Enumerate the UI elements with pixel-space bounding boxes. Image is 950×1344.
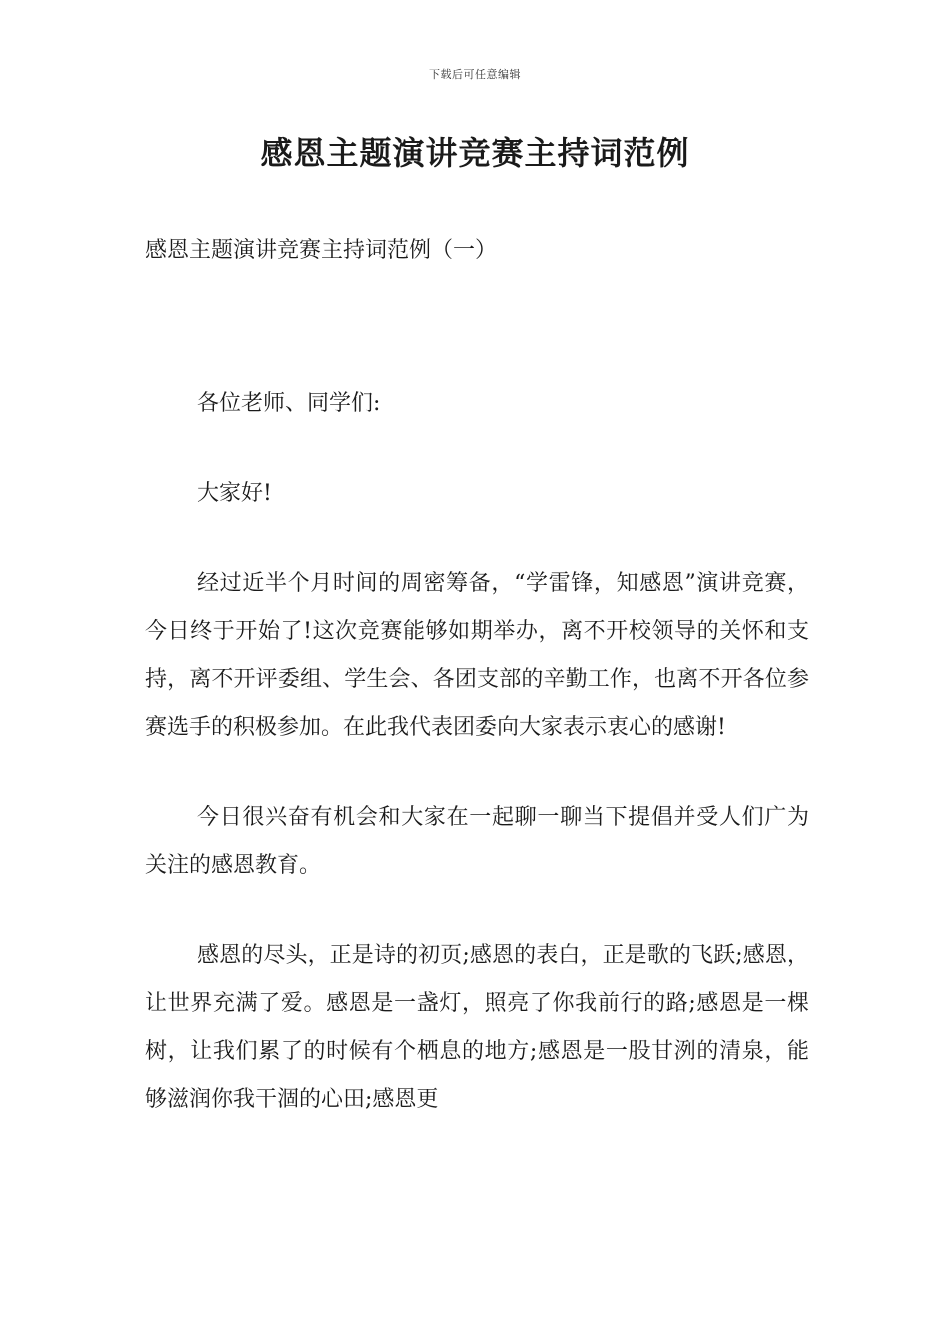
paragraph-salutation: 各位老师、同学们: — [197, 391, 381, 416]
paragraph-gratitude: 感恩的尽头，正是诗的初页;感恩的表白，正是歌的飞跃;感恩，让世界充满了爱。感恩是一盏灯，照亮了你我前行的路;感恩是一棵树，让我们累了的时候有个栖息的地方;感恩是一股甘洌的清泉，能够滋润你我干涸的心田;感恩更 — [145, 943, 809, 1112]
paragraph-topic: 今日很兴奋有机会和大家在一起聊一聊当下提倡并受人们广为关注的感恩教育。 — [145, 805, 809, 878]
page-header-note: 下载后可任意编辑 — [429, 68, 521, 81]
document-title: 感恩主题演讲竞赛主持词范例 — [260, 134, 690, 172]
paragraph-opening: 经过近半个月时间的周密筹备，“学雷锋，知感恩”演讲竞赛，今日终于开始了!这次竞赛能够如期举办，离不开校领导的关怀和支持，离不开评委组、学生会、各团支部的辛勤工作，也离不开各位参赛选手的积极参加。在此我代表团委向大家表示衷心的感谢! — [145, 571, 809, 740]
document-body — [145, 380, 809, 1124]
document-subtitle: 感恩主题演讲竞赛主持词范例（一） — [145, 238, 498, 263]
paragraph-greeting: 大家好! — [197, 481, 272, 506]
